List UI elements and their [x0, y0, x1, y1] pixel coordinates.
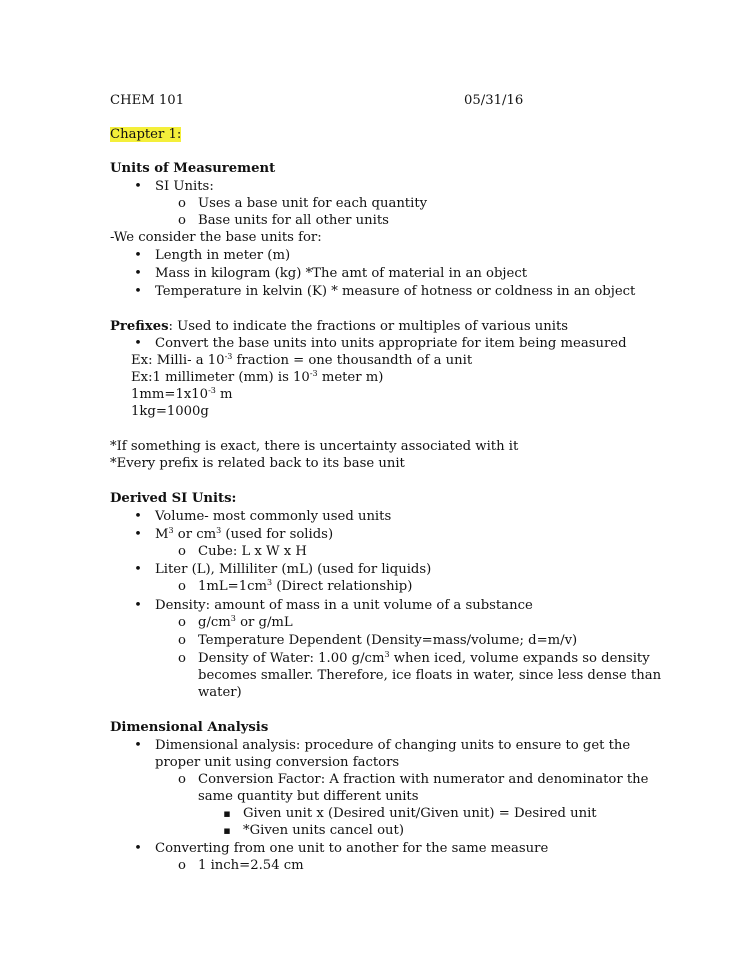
example-text: meter m) [317, 370, 384, 385]
exponent: -3 [309, 369, 318, 378]
bullet-circle: o [178, 213, 186, 228]
cubic-units-item [155, 526, 333, 543]
example-text: Ex: Milli- a 10 [131, 353, 225, 368]
unit-text: when iced, volume expands so density [389, 651, 650, 666]
exponent: -3 [224, 352, 233, 361]
bullet-dot: • [134, 598, 142, 613]
prefix-equation-1 [131, 386, 233, 403]
bullet-dot: • [134, 336, 142, 351]
example-text: fraction = one thousandth of a unit [232, 353, 473, 368]
bullet-circle: o [178, 579, 186, 594]
bullet-circle: o [178, 544, 186, 559]
exact-note: *If something is exact, there is uncertainty associated with it [110, 439, 519, 454]
conversion-factor-item: Conversion Factor: A fraction with numerator and denominator the [198, 772, 649, 787]
unit-text: 1mL=1cm [198, 579, 267, 594]
course-title: CHEM 101 [110, 93, 185, 108]
prefix-bullet: Convert the base units into units appropriate for item being measured [155, 336, 627, 351]
bullet-dot: • [134, 266, 142, 281]
exponent: 3 [216, 526, 222, 535]
cube-item: Cube: L x W x H [198, 544, 307, 559]
conversion-factor-line-2: same quantity but different units [198, 789, 419, 804]
unit-text: or cm [173, 527, 217, 542]
prefix-equation-2: 1kg=1000g [131, 404, 209, 419]
chapter-highlight: Chapter 1: [110, 127, 182, 142]
ml-relation-item [198, 578, 412, 595]
inch-item: 1 inch=2.54 cm [198, 858, 304, 873]
bullet-dot: • [134, 562, 142, 577]
bullet-circle: o [178, 651, 186, 666]
bullet-square: ▪ [223, 807, 231, 820]
water-density-line-3: water) [198, 685, 242, 700]
dimensional-def: Dimensional analysis: procedure of changing units to ensure to get the [155, 738, 631, 753]
bullet-dot: • [134, 738, 142, 753]
unit-text: M [155, 527, 169, 542]
si-sub-item: Base units for all other units [198, 213, 389, 228]
density-item: Density: amount of mass in a unit volume of a substance [155, 598, 533, 613]
given-unit-item: Given unit x (Desired unit/Given unit) = Desired unit [243, 806, 597, 821]
exponent: 3 [384, 650, 390, 659]
prefixes-desc: : Used to indicate the fractions or multiples of various units [168, 319, 569, 334]
bullet-circle: o [178, 615, 186, 630]
temp-dependent-item: Temperature Dependent (Density=mass/volume; d=m/v) [198, 633, 578, 648]
bullet-dot: • [134, 841, 142, 856]
bullet-circle: o [178, 633, 186, 648]
water-density-line-2: becomes smaller. Therefore, ice floats in water, since less dense than [198, 668, 662, 683]
unit-text: Density of Water: 1.00 g/cm [198, 651, 385, 666]
density-units-item [198, 614, 293, 631]
si-units-item: SI Units: [155, 179, 214, 194]
bullet-circle: o [178, 858, 186, 873]
unit-text: g/cm [198, 615, 231, 630]
unit-text: or g/mL [235, 615, 293, 630]
base-unit-item: Mass in kilogram (kg) *The amt of material in an object [155, 266, 528, 281]
chapter-heading [110, 126, 181, 143]
unit-text: (used for solids) [221, 527, 334, 542]
bullet-dot: • [134, 509, 142, 524]
units-heading: Units of Measurement [110, 161, 276, 176]
converting-item: Converting from one unit to another for the same measure [155, 841, 549, 856]
bullet-circle: o [178, 772, 186, 787]
base-unit-item: Length in meter (m) [155, 248, 291, 263]
dimensional-heading: Dimensional Analysis [110, 720, 269, 735]
exponent: 3 [168, 526, 174, 535]
prefix-example-1 [131, 352, 472, 369]
equation-text: m [215, 387, 233, 402]
si-sub-item: Uses a base unit for each quantity [198, 196, 428, 211]
bullet-dot: • [134, 248, 142, 263]
consider-line: -We consider the base units for: [110, 230, 322, 245]
bullet-dot: • [134, 527, 142, 542]
prefix-note: *Every prefix is related back to its base unit [110, 456, 405, 471]
bullet-dot: • [134, 284, 142, 299]
liter-item: Liter (L), Milliliter (mL) (used for liquids) [155, 562, 432, 577]
prefixes-label: Prefixes [110, 319, 169, 334]
exponent: 3 [266, 578, 273, 587]
bullet-square: ▪ [223, 824, 231, 837]
prefixes-line [110, 318, 568, 335]
bullet-circle: o [178, 196, 186, 211]
base-unit-item: Temperature in kelvin (K) * measure of hotness or coldness in an object [155, 284, 636, 299]
water-density-item [198, 650, 650, 667]
equation-text: 1mm=1x10 [131, 387, 209, 402]
unit-text: (Direct relationship) [272, 579, 413, 594]
dimensional-def-line-2: proper unit using conversion factors [155, 755, 400, 770]
volume-item: Volume- most commonly used units [155, 509, 392, 524]
exponent: -3 [208, 386, 216, 395]
prefix-example-2 [131, 369, 383, 386]
note-date: 05/31/16 [464, 93, 524, 108]
cancel-item: *Given units cancel out) [243, 823, 404, 838]
derived-heading: Derived SI Units: [110, 491, 237, 506]
example-text: Ex:1 millimeter (mm) is 10 [131, 370, 310, 385]
bullet-dot: • [134, 179, 142, 194]
exponent: 3 [230, 614, 236, 623]
